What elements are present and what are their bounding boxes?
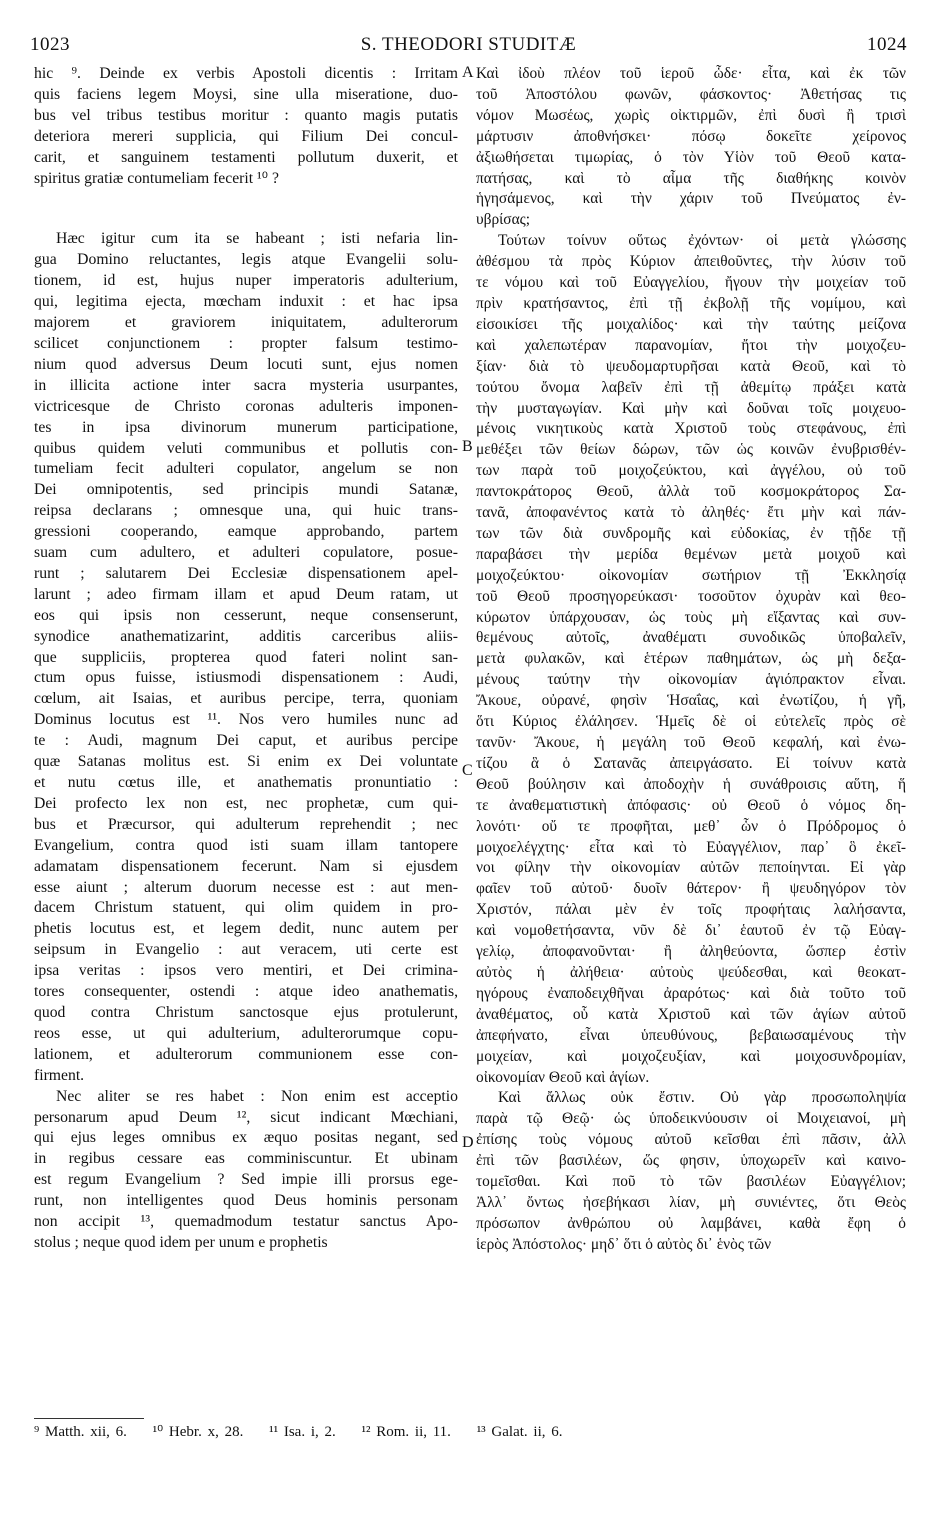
text-line: ἀθέσμου τὰ πρὸς Κύριον ἀπειθοῦντες, τὴν λύσιν τοῦ bbox=[476, 253, 906, 271]
text-line: ξίαν· διὰ τὸ ψευδομαρτυρῆσαι κατὰ Θεοῦ, καὶ τὸ bbox=[476, 357, 906, 375]
text-line: tes in ipsa divinorum munerum participatione, bbox=[34, 418, 458, 436]
text-line: τε ἀναθεματιστικὴ ἀπόφασις· οὐ Θεοῦ ὁ νόμος δη- bbox=[476, 796, 906, 814]
text-line: κύρωτον ὑπάρχουσαν, ὡς τοὺς μὴ εἴξαντας καὶ συν- bbox=[476, 608, 906, 626]
section-marker-a: A bbox=[462, 64, 474, 81]
text-line: majorem et graviorem iniquitatem, adulterorum bbox=[34, 314, 458, 332]
text-line: λονότι· οὔ τε προφῆται, μεθ᾽ ὧν ὁ Πρόδρομος ὁ bbox=[476, 817, 906, 835]
text-line: τούτου ὄνομα λαβεῖν ἐπὶ τῇ ἀθεμίτῳ πράξει κατὰ bbox=[476, 378, 906, 396]
text-line: ἐπίσης τοὺς νόμους αὐτοῦ κεῖσθαι ἐπὶ πᾶσιν, ἀλλ bbox=[476, 1131, 906, 1149]
text-line: spiritus gratiæ contumeliam fecerit ¹⁰ ? bbox=[34, 169, 279, 187]
text-line: φαῖεν τοῦ αὐτοῦ· δυοῖν θάτερον· ἢ ψευδηγόρον τὸν bbox=[476, 880, 906, 898]
text-line: Hæc igitur cum ita se habeant ; isti nefaria lin- bbox=[56, 230, 458, 248]
text-line: quibus quidem veluti communibus et pollutis con- bbox=[34, 439, 458, 457]
text-line: tumeliam fecit adulteri copulator, angelum se non bbox=[34, 460, 458, 478]
text-line: quis faciens legem Moysi, sine ulla miseratione, duo- bbox=[34, 85, 458, 103]
text-line: πατήσας, καὶ τὸ αἷμα τῆς διαθήκης κοινὸν bbox=[476, 169, 906, 187]
text-line: γελίῳ, ἀποφανοῦνται· ἢ ἀληθεύοντα, ὥσπερ ἐστὶν bbox=[476, 943, 906, 961]
footnote-rule bbox=[34, 1418, 144, 1419]
text-line: gressioni cooperando, eamque approbando, partem bbox=[34, 523, 458, 541]
text-line: μοιχείαν, καὶ μοιχοζευξίαν, καὶ μοιχοσυνδρομίαν, bbox=[476, 1047, 906, 1065]
greek-paragraph-2 bbox=[476, 231, 906, 1088]
text-line: τοῦ Θεοῦ προσηγορεύκασι· τοσοῦτον ὀχυρὰν καὶ θεο- bbox=[476, 587, 906, 605]
text-line: tionem, id est, hujus nuper imperatoris adulterium, bbox=[34, 272, 458, 290]
text-line: παρὰ τῷ Θεῷ· ὡς ὑποδεικνύουσιν οἱ Μοιχειανοί, μὴ bbox=[476, 1110, 906, 1128]
footnote-9: ⁹ Matth. xii, 6. bbox=[34, 1424, 127, 1440]
text-line: Dei profecto lex non est, nec prophetæ, cum qui- bbox=[34, 794, 458, 812]
section-marker-b: B bbox=[462, 438, 473, 455]
text-line: μεθέξει τῶν θείων δώρων, τῶν ὡς κοινῶν ἐνυβρισθέν- bbox=[476, 441, 906, 459]
text-line: πρόσωπον ἀνθρώπου οὐ λαμβάνει, καθὰ ἔφη ὁ bbox=[476, 1214, 906, 1232]
text-line: ἱερὸς Ἀπόστολος· μηδ᾽ ὅτι ὁ αὐτὸς δι᾽ ἑνὸς τῶν bbox=[476, 1235, 772, 1253]
text-line: ὅτι Κύριος ἐλάλησεν. Ἡμεῖς δὲ οἱ εὐτελεῖς πρὸς σὲ bbox=[476, 713, 906, 731]
text-line: Καὶ ἄλλως οὐκ ἔστιν. Οὐ γὰρ προσωποληψία bbox=[498, 1089, 906, 1107]
text-line: των παρὰ τοῦ μοιχοζεύκτου, καὶ ἀγγέλου, οὐ τοῦ bbox=[476, 462, 906, 480]
text-line: οἰκονομίαν Θεοῦ καὶ ἁγίων. bbox=[476, 1068, 650, 1086]
text-line: μένοις νικητικοὺς κατὰ Χριστοῦ τοὺς στεφάνους, ἐπὶ bbox=[476, 420, 906, 438]
text-line: Χριστόν, πάλαι μὲν ἐν τοῖς προφήταις λαλήσαντα, bbox=[476, 901, 906, 919]
text-line: εἰσοικίσει τῆς μοιχαλίδος· καὶ τὴν ταύτης μείζονα bbox=[476, 315, 906, 333]
text-line: των τῶν διὰ συνδρομῆς καὶ εὐδοκίας, ἐν τῇδε τῇ bbox=[476, 524, 906, 542]
text-line: in regibus cessare eas comminiscuntur. Et ubinam bbox=[34, 1150, 458, 1168]
text-line: τε νόμου καὶ τοῦ Εὐαγγελίου, ἤγουν τὴν μοιχείαν τοῦ bbox=[476, 274, 906, 292]
text-line: reipsa declarans ; omnesque una, qui huic trans- bbox=[34, 502, 458, 520]
greek-paragraph-1 bbox=[476, 64, 906, 231]
text-line: ἀναθέματος, οὗ κατὰ Χριστοῦ καὶ τῶν ἁγίων αὐτοῦ bbox=[476, 1005, 906, 1023]
text-line: est regum Evangelium ? Sed impie illi prorsus ege- bbox=[34, 1171, 458, 1189]
text-line: τὴν μυσταγωγίαν. Καὶ μὴν καὶ δοῦναι τοῖς μοιχευο- bbox=[476, 399, 906, 417]
greek-paragraph-3 bbox=[476, 1088, 906, 1255]
section-marker-d: D bbox=[462, 1134, 474, 1151]
text-line: υβρίσας; bbox=[476, 211, 531, 229]
text-line: non accipit ¹³, quemadmodum testatur sanctus Apo- bbox=[34, 1213, 458, 1231]
text-line: αὐτὸς ἡ ἀλήθεια· αὐτοὺς ψεύδεσθαι, καὶ θεοκατ- bbox=[476, 963, 906, 981]
text-line: runt ; salutarem Dei Ecclesiæ dispensationem apel- bbox=[34, 564, 458, 582]
text-line: παραβάσει τὴν μερίδα θεμένων μετὰ μοιχοῦ καὶ bbox=[476, 545, 906, 563]
text-line: ἀξιωθήσεται τιμωρίας, ὁ τὸν Υἱὸν τοῦ Θεοῦ κατα- bbox=[476, 148, 906, 166]
text-line: νοι φίλην τὴν οἰκονομίαν αὐτῶν πεποίηνται. Εἰ γὰρ bbox=[476, 859, 906, 877]
running-header bbox=[30, 34, 907, 64]
text-line: μένους ταύτην τὴν οἰκονομίαν ἁγιόπρακτον εἶναι. bbox=[476, 671, 906, 689]
text-line: πρὶν κρατήσαντος, ἐπὶ τῇ ἐκβολῇ τῆς νομίμου, καὶ bbox=[476, 294, 906, 312]
text-line: καὶ χαλεπωτέραν παρανομίαν, ἤτοι τὴν μοιχοζευ- bbox=[476, 336, 906, 354]
footnote-11: ¹¹ Isa. i, 2. bbox=[269, 1424, 336, 1440]
text-line: que suppliciis, propterea quod fateri nolint san- bbox=[34, 648, 458, 666]
latin-paragraph-3 bbox=[34, 1087, 458, 1254]
text-line: hic ⁹. Deinde ex verbis Apostoli dicentis : Irritam bbox=[34, 65, 458, 82]
text-line: synodice anathematizarint, additis carceribus aliis- bbox=[34, 627, 458, 645]
text-line: adamatam dispensationem fecerunt. Nam si ejusdem bbox=[34, 857, 458, 875]
text-line: μοιχοζεύκτου· οἰκονομίαν σωτήριον τῇ Ἐκκλησίᾳ bbox=[476, 566, 906, 584]
text-line: lationem, et adulterorum communionem esse con- bbox=[34, 1045, 458, 1063]
text-line: Ἄκουε, οὐρανέ, φησὶν Ἡσαΐας, καὶ ἐνωτίζου, ἡ γῆ, bbox=[476, 692, 906, 710]
latin-column bbox=[34, 64, 458, 1254]
text-line: phetis locutus est, et legem dedit, nunc autem per bbox=[34, 920, 458, 938]
text-line: qui, legitima ejecta, mœcham induxit : et hac ipsa bbox=[34, 293, 458, 311]
greek-column bbox=[476, 64, 906, 1256]
text-line: ἡγησάμενος, καὶ τὴν χάριν τοῦ Πνεύματος ἐν- bbox=[476, 190, 906, 208]
text-line: stolus ; neque quod idem per unum e prophetis bbox=[34, 1233, 328, 1251]
text-line: gua Domino reluctantes, legis atque Evangelii solu- bbox=[34, 251, 458, 269]
text-line: ἀπεφήνατο, εἶναι ὑπευθύνους, βεβαιωσαμένους τὴν bbox=[476, 1026, 906, 1044]
footnotes bbox=[34, 1422, 907, 1441]
text-line: τανῦν· Ἄκουε, ἡ μεγάλη τοῦ Θεοῦ κεφαλή, καὶ ἐνω- bbox=[476, 734, 906, 751]
text-line: μάρτυσιν ἀποθνήσκει· πόσῳ δοκεῖτε χείρονος bbox=[476, 127, 906, 145]
text-line: victricesque de Christo coronas adulteris imponen- bbox=[34, 397, 458, 415]
text-line: Θεοῦ βούλησιν καὶ ἀποδοχὴν ἡ συνάθροισις αὕτη, ἥ bbox=[476, 775, 906, 793]
text-line: te : Audi, magnum Dei caput, et auribus percipe bbox=[34, 732, 458, 750]
text-line: Ἀλλ᾽ ὄντως ἠσεβήκασι λίαν, μὴ συνιέντες, ὅτι Θεὸς bbox=[476, 1193, 906, 1211]
text-line: τομεῖσθαι. Καὶ ποῦ τὸ τῶν βασιλέων Εὐαγγέλιον; bbox=[476, 1173, 906, 1191]
text-line: et nutu cœtus ille, et anathematis pronuntiatio : bbox=[34, 774, 458, 791]
running-title: S. THEODORI STUDITÆ bbox=[360, 34, 577, 55]
text-line: τανᾶ, ἀποφανέντος κατὰ τὸ ἀληθές· ἔτι μὴν καὶ πάν- bbox=[476, 504, 906, 522]
text-line: scilicet conjunctionem : propter falsum testimo- bbox=[34, 334, 458, 352]
text-line: quæ Satanas molitus est. Si enim ex Dei voluntate bbox=[34, 753, 458, 771]
section-marker-c: C bbox=[462, 762, 473, 779]
footnote-10: ¹⁰ Hebr. x, 28. bbox=[152, 1424, 244, 1440]
text-line: Nec aliter se res habet : Non enim est acceptio bbox=[56, 1087, 458, 1105]
footnote-13: ¹³ Galat. ii, 6. bbox=[476, 1424, 563, 1440]
text-line: Dei omnipotentis, sed principis mundi Satanæ, bbox=[34, 481, 458, 499]
text-line: Evangelium, contra quod isti suam illam tantopere bbox=[34, 836, 458, 854]
text-line: tores consequenter, ostendi : atque ideo anathematis, bbox=[34, 983, 458, 1001]
text-line: ipsa veritas : ipsos vero mentiri, et Dei crimina- bbox=[34, 962, 458, 980]
text-line: suam cum adultero, et adulteri copulatore, posue- bbox=[34, 544, 458, 562]
text-line: τοῦ Ἀποστόλου φωνῶν, φάσκοντος· Ἀθετήσας τις bbox=[476, 85, 906, 103]
text-line: μετὰ φυλακῶν, καὶ ἑτέρων παθημάτων, ὡς μὴ δεξα- bbox=[476, 650, 906, 668]
text-line: carit, et sanguinem testamenti pollutum duxerit, et bbox=[34, 148, 458, 166]
latin-paragraph-2 bbox=[34, 229, 458, 1086]
text-line: τίζου ἃ ὁ Σατανᾶς ἀπειργάσατο. Εἰ τοίνυν κατὰ bbox=[476, 754, 906, 772]
text-line: qui ejus leges omnibus ex æquo positas negant, sed bbox=[34, 1129, 458, 1147]
column-number-right: 1024 bbox=[867, 34, 907, 55]
text-line: runt, non intelligentes quod Deus hominis personam bbox=[34, 1192, 458, 1210]
text-line: cœlum, ait Isaias, et auribus percipe, terra, quoniam bbox=[34, 690, 458, 708]
text-line: Τούτων τοίνυν οὕτως ἐχόντων· οἱ μετὰ γλώσσης bbox=[498, 232, 906, 250]
text-line: Καὶ ἰδοὺ πλέον τοῦ ἱεροῦ ὧδε· εἶτα, καὶ ἐκ τῶν bbox=[476, 65, 906, 82]
text-line: Dominus locutus est ¹¹. Nos vero humiles nunc ad bbox=[34, 711, 458, 729]
text-line: eos qui ipsis non cesserunt, neque consenserunt, bbox=[34, 606, 458, 624]
text-line: reos esse, ut qui adulterium, adulterorumque copu- bbox=[34, 1024, 458, 1042]
column-number-left: 1023 bbox=[30, 34, 70, 55]
text-line: ctum opus fuisse, istiusmodi dispensationem : Audi, bbox=[34, 669, 458, 687]
text-line: μοιχοελέγχτης· εἶτα καὶ τὸ Εὐαγγέλιον, παρ᾽ ὃ ἐκεῖ- bbox=[476, 838, 906, 856]
text-line: quod contra Christum sanctosque ejus protulerunt, bbox=[34, 1003, 458, 1021]
text-line: bus et Præcursor, qui adulterum reprehendit ; nec bbox=[34, 815, 458, 833]
text-line: nium quod adversus Deum locuti sunt, ejus nomen bbox=[34, 355, 458, 373]
footnote-12: ¹² Rom. ii, 11. bbox=[361, 1424, 451, 1440]
text-line: ηγόρους ἐναποδειχθῆναι ἀραρότως· καὶ διὰ τοῦτο τοῦ bbox=[476, 984, 906, 1002]
text-line: dacem Christum statuent, qui olim quidem in pro- bbox=[34, 899, 458, 917]
text-line: νόμον Μωσέως, χωρὶς οἰκτιρμῶν, ἐπὶ δυσὶ ἢ τρισὶ bbox=[476, 106, 906, 124]
latin-paragraph-1 bbox=[34, 64, 458, 189]
text-line: θεμένους αὐτοῖς, ἀναθέματι συνοδικῶς ὑποβαλεῖν, bbox=[476, 629, 906, 647]
text-line: larunt ; adeo firmam illam et apud Deum ratam, ut bbox=[34, 585, 458, 603]
text-line: in illicita actione inter sacra mysteria usurpantes, bbox=[34, 376, 458, 394]
text-line: bus vel tribus testibus moritur : quanto magis putatis bbox=[34, 106, 458, 124]
text-line: seipsum in Evangelio : aut veracem, uti certe est bbox=[34, 941, 458, 959]
text-line: ἐπὶ τῶν βασιλέων, ὥς φησιν, ὑποχωρεῖν καὶ καινο- bbox=[476, 1152, 906, 1170]
text-line: deteriora mereri supplicia, qui Filium Dei concul- bbox=[34, 127, 458, 145]
text-line: firment. bbox=[34, 1066, 85, 1084]
text-line: personarum apud Deum ¹², sicut indicant Mœchiani, bbox=[34, 1108, 458, 1126]
text-line: καὶ νομοθετήσαντα, νῦν δὲ δι᾽ ἑαυτοῦ ἐν τῷ Εὐαγ- bbox=[476, 922, 906, 940]
text-line: esse aiunt ; alterum duorum necesse est : aut men- bbox=[34, 878, 458, 896]
text-line: παντοκράτορος Θεοῦ, ἀλλὰ τοῦ κοσμοκράτορος Σα- bbox=[476, 483, 906, 501]
